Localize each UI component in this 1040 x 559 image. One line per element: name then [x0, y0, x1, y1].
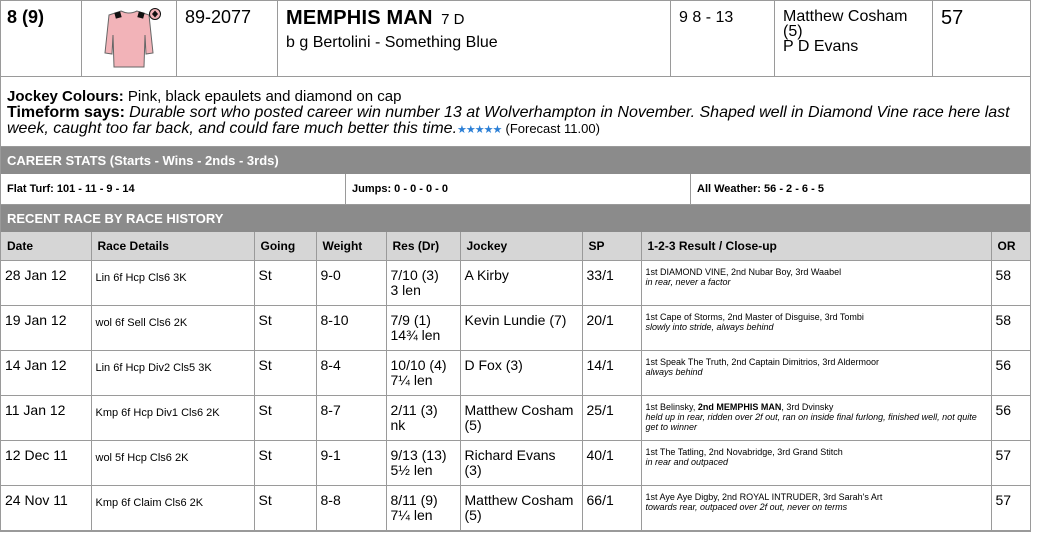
col-weight[interactable]: Weight — [316, 232, 386, 260]
cell-jockey[interactable] — [460, 350, 582, 395]
cell-jockey[interactable] — [460, 260, 582, 305]
closeup-comment: towards rear, outpaced over 2f out, never on terms — [645, 501, 848, 512]
cell-close-up — [641, 485, 991, 530]
cell-race[interactable]: Lin 6f Hcp Div2 Cls5 3K — [91, 350, 254, 395]
cell-jockey-name: Kevin Lundie (7) — [464, 311, 567, 328]
weight-form: 9 8 - 13 — [671, 1, 775, 76]
cell-position: 2/11 (3) — [390, 401, 438, 418]
table-row — [1, 350, 1030, 395]
table-row — [1, 395, 1030, 440]
form-code: 89-2077 — [177, 1, 278, 76]
col-going[interactable]: Going — [254, 232, 316, 260]
closeup-comment: always behind — [645, 366, 703, 377]
cell-date: 14 Jan 12 — [1, 350, 91, 395]
jockey-colours-label: Jockey Colours: — [7, 88, 124, 105]
trainer-name[interactable]: P D Evans — [783, 38, 859, 55]
cell-close-up — [641, 440, 991, 485]
cell-date: 19 Jan 12 — [1, 305, 91, 350]
cell-race[interactable]: wol 5f Hcp Cls6 2K — [91, 440, 254, 485]
cell-distance: 14¾ len — [390, 326, 441, 343]
cell-jockey-claim: (5) — [464, 416, 482, 433]
cell-result — [386, 305, 460, 350]
cell-or: 56 — [991, 395, 1030, 440]
timeform-text: Durable sort who posted career win number 13 at Wolverhampton in November. Shaped well in Diamond Vine race here last week, caught too far back, and could fare much better this time. — [7, 104, 1010, 137]
col-or[interactable]: OR — [991, 232, 1030, 260]
table-row — [1, 305, 1030, 350]
forecast-price: (Forecast 11.00) — [505, 121, 600, 136]
timeform-line — [7, 105, 1024, 138]
cell-distance: 7¼ len — [390, 506, 433, 523]
table-row — [1, 485, 1030, 530]
cell-distance: 3 len — [390, 281, 421, 298]
cell-result — [386, 395, 460, 440]
cell-sp: 33/1 — [582, 260, 641, 305]
cell-distance: 5½ len — [390, 461, 433, 478]
cell-jockey-name: D Fox (3) — [464, 356, 523, 373]
cell-sp: 25/1 — [582, 395, 641, 440]
cell-position: 9/13 (13) — [390, 446, 447, 463]
silk-body — [105, 11, 153, 67]
cell-sp: 20/1 — [582, 305, 641, 350]
col-close-up[interactable]: 1-2-3 Result / Close-up — [641, 232, 991, 260]
cell-jockey-claim: (3) — [464, 461, 482, 478]
horse-age: 7 D — [441, 11, 465, 28]
col-date[interactable]: Date — [1, 232, 91, 260]
placings-a: 1st Belinsky, — [645, 401, 698, 412]
placings-a: 1st Aye Aye Digby, 2nd ROYAL INTRUDER, 3rd Sarah's Art — [645, 491, 883, 502]
cell-date: 24 Nov 11 — [1, 485, 91, 530]
cell-jockey-name: Matthew Cosham — [464, 401, 574, 418]
cell-weight: 9-1 — [316, 440, 386, 485]
horse-name-cell — [278, 1, 671, 76]
placings-a: 1st The Tatling, 2nd Novabridge, 3rd Grand Stitch — [645, 446, 843, 457]
cell-going: St — [254, 305, 316, 350]
col-race-details[interactable]: Race Details — [91, 232, 254, 260]
cell-or: 57 — [991, 485, 1030, 530]
runner-header — [1, 1, 1030, 77]
horse-breeding: b g Bertolini - Something Blue — [286, 34, 498, 51]
official-rating: 57 — [941, 7, 964, 29]
jockey-silk-icon — [82, 1, 177, 76]
placings-c: , 3rd Dvinsky — [781, 401, 834, 412]
cell-placings — [646, 492, 987, 502]
race-history-title: RECENT RACE BY RACE HISTORY — [1, 205, 1030, 232]
cell-jockey-name: Richard Evans — [464, 446, 556, 463]
cell-or: 57 — [991, 440, 1030, 485]
race-history-table — [1, 232, 1030, 531]
runner-number: 8 (9) — [1, 1, 82, 76]
cell-result — [386, 350, 460, 395]
jockey-claim: (5) — [783, 23, 803, 40]
cell-race[interactable]: Kmp 6f Hcp Div1 Cls6 2K — [91, 395, 254, 440]
cell-position: 7/10 (3) — [390, 266, 439, 283]
cell-going: St — [254, 485, 316, 530]
cell-jockey-name: Matthew Cosham — [464, 491, 574, 508]
rating-stars-icon: ★★★★★ — [457, 124, 502, 136]
cell-or: 58 — [991, 305, 1030, 350]
placings-b: 2nd MEMPHIS MAN — [697, 401, 782, 412]
runner-info — [1, 77, 1030, 147]
cell-weight: 8-7 — [316, 395, 386, 440]
closeup-comment: in rear, never a factor — [645, 276, 731, 287]
jockey-colours-line — [7, 89, 1024, 105]
cell-result — [386, 485, 460, 530]
cell-going: St — [254, 350, 316, 395]
cell-weight: 8-10 — [316, 305, 386, 350]
timeform-label: Timeform says: — [7, 104, 125, 121]
cell-sp: 14/1 — [582, 350, 641, 395]
table-row — [1, 260, 1030, 305]
cell-placings — [646, 357, 987, 367]
career-stats-row — [1, 174, 1030, 205]
cell-going: St — [254, 395, 316, 440]
cell-placings — [646, 267, 987, 277]
cell-placings — [646, 447, 987, 457]
cell-distance: nk — [390, 416, 406, 433]
cell-jockey-claim: (5) — [464, 506, 482, 523]
silk-shirt-icon — [82, 1, 177, 75]
cell-jockey[interactable] — [460, 485, 582, 530]
cell-sp: 66/1 — [582, 485, 641, 530]
closeup-comment: held up in rear, ridden over 2f out, ran on inside final furlong, finished well, not quite get to winner — [645, 411, 977, 432]
jockey-colours: Pink, black epaulets and diamond on cap — [127, 88, 402, 105]
stat-jumps: Jumps: 0 - 0 - 0 - 0 — [346, 174, 691, 204]
cell-date: 11 Jan 12 — [1, 395, 91, 440]
jockey-trainer-cell — [775, 1, 933, 76]
cell-jockey-name: A Kirby — [464, 266, 509, 283]
career-stats-title: CAREER STATS (Starts - Wins - 2nds - 3rds) — [1, 147, 1030, 174]
placings-a: 1st DIAMOND VINE, 2nd Nubar Boy, 3rd Waabel — [645, 266, 842, 277]
cell-close-up — [641, 305, 991, 350]
cell-race[interactable]: Kmp 6f Claim Cls6 2K — [91, 485, 254, 530]
cell-close-up — [641, 395, 991, 440]
cell-weight: 8-4 — [316, 350, 386, 395]
cell-position: 7/9 (1) — [390, 311, 431, 328]
cell-date: 28 Jan 12 — [1, 260, 91, 305]
cell-sp: 40/1 — [582, 440, 641, 485]
placings-a: 1st Cape of Storms, 2nd Master of Disguise, 3rd Tombi — [645, 311, 864, 322]
closeup-comment: in rear and outpaced — [645, 456, 729, 467]
cell-position: 8/11 (9) — [390, 491, 438, 508]
col-sp[interactable]: SP — [582, 232, 641, 260]
cell-or: 58 — [991, 260, 1030, 305]
cell-going: St — [254, 440, 316, 485]
cell-going: St — [254, 260, 316, 305]
table-row — [1, 440, 1030, 485]
cell-close-up — [641, 350, 991, 395]
cell-jockey[interactable] — [460, 305, 582, 350]
cell-race[interactable]: Lin 6f Hcp Cls6 3K — [91, 260, 254, 305]
stat-all-weather: All Weather: 56 - 2 - 6 - 5 — [697, 183, 824, 195]
cell-or: 56 — [991, 350, 1030, 395]
col-result[interactable]: Res (Dr) — [386, 232, 460, 260]
cell-weight: 9-0 — [316, 260, 386, 305]
jockey-name[interactable]: Matthew Cosham — [783, 8, 908, 25]
cell-distance: 7¼ len — [390, 371, 433, 388]
table-header-row — [1, 232, 1030, 260]
cell-date: 12 Dec 11 — [1, 440, 91, 485]
cell-placings — [646, 312, 987, 322]
cell-result — [386, 260, 460, 305]
cell-jockey[interactable] — [460, 440, 582, 485]
cell-position: 10/10 (4) — [390, 356, 447, 373]
closeup-comment: slowly into stride, always behind — [645, 321, 774, 332]
placings-a: 1st Speak The Truth, 2nd Captain Dimitrios, 3rd Aldermoor — [645, 356, 879, 367]
cell-race[interactable]: wol 6f Sell Cls6 2K — [91, 305, 254, 350]
cell-result — [386, 440, 460, 485]
cell-placings — [646, 402, 987, 412]
cell-jockey[interactable] — [460, 395, 582, 440]
col-jockey[interactable]: Jockey — [460, 232, 582, 260]
stat-flat-turf: Flat Turf: 101 - 11 - 9 - 14 — [1, 174, 346, 204]
cell-close-up — [641, 260, 991, 305]
horse-name[interactable]: MEMPHIS MAN — [286, 7, 433, 29]
cell-weight: 8-8 — [316, 485, 386, 530]
